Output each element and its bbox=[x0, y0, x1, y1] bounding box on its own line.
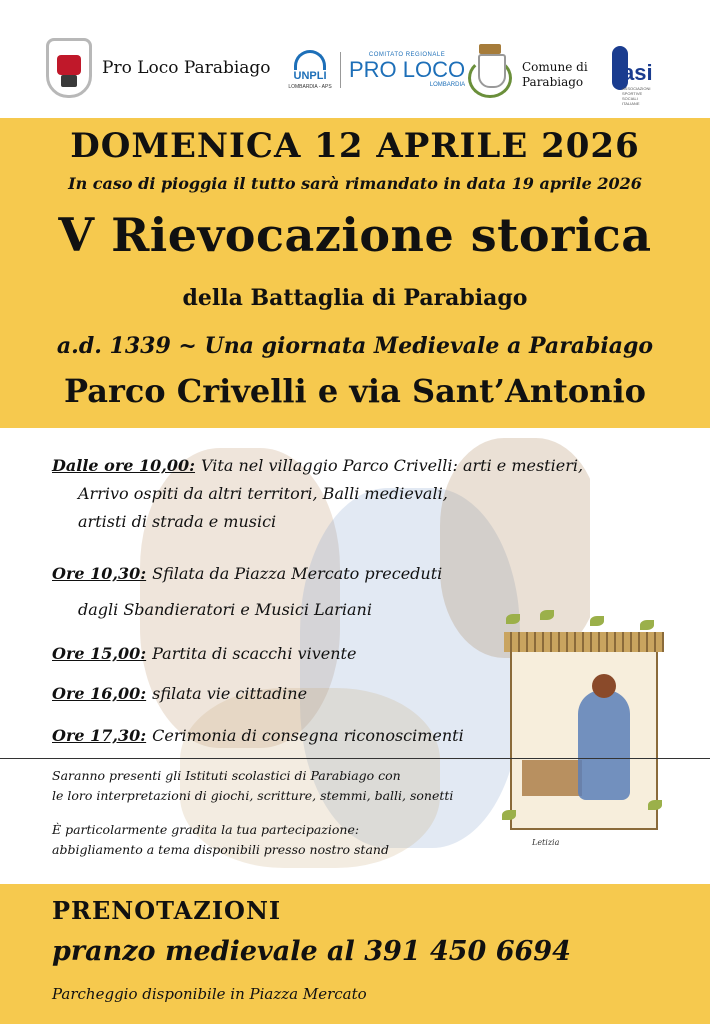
program-cont: dagli Sbandieratori e Musici Lariani bbox=[78, 600, 372, 619]
comune-name bbox=[522, 60, 588, 90]
program-text: Partita di scacchi vivente bbox=[152, 644, 357, 663]
proloco-small: COMITATO REGIONALE bbox=[368, 52, 446, 58]
booking-lunch-phone: pranzo medievale al 391 450 6694 bbox=[52, 936, 571, 967]
illustration-signature: Letizia bbox=[532, 838, 560, 847]
comune-crest-icon bbox=[466, 44, 514, 106]
program-time: Ore 16,00: bbox=[52, 684, 147, 703]
unpli-label: UNPLI bbox=[293, 70, 327, 82]
program-time: Ore 15,00: bbox=[52, 644, 147, 663]
program-text: Vita nel villaggio Parco Crivelli: arti e mestieri, bbox=[201, 456, 584, 475]
program-text: Cerimonia di consegna riconoscimenti bbox=[152, 726, 464, 745]
comune-line2: Parabiago bbox=[522, 75, 584, 89]
unpli-sub: LOMBARDIA - APS bbox=[288, 84, 332, 90]
comune-parabiago-logo bbox=[466, 44, 588, 106]
comune-line1: Comune di bbox=[522, 60, 588, 74]
unpli-icon bbox=[288, 48, 332, 92]
program-time: Ore 10,30: bbox=[52, 564, 147, 583]
parabiago-crest-icon bbox=[46, 38, 92, 98]
schools-note-line2: le loro interpretazioni di giochi, scritture, stemmi, balli, sonetti bbox=[52, 788, 454, 803]
program-cont: artisti di strada e musici bbox=[78, 512, 277, 531]
pro-loco-parabiago-logo bbox=[46, 38, 271, 98]
program-item bbox=[52, 564, 442, 583]
program-item bbox=[52, 644, 356, 663]
proloco-lombardia bbox=[340, 52, 465, 88]
event-date: DOMENICA 12 APRILE 2026 bbox=[70, 126, 640, 166]
participation-note-line1: È particolarmente gradita la tua partecipazione: bbox=[52, 822, 360, 837]
program-item bbox=[52, 456, 583, 475]
divider bbox=[0, 758, 710, 759]
parking-info: Parcheggio disponibile in Piazza Mercato bbox=[52, 985, 367, 1003]
event-subtitle: della Battaglia di Parabiago bbox=[182, 285, 528, 311]
program-cont: Arrivo ospiti da altri territori, Balli medievali, bbox=[78, 484, 448, 503]
pro-loco-name: Pro Loco Parabiago bbox=[102, 58, 271, 78]
proloco-big: PRO LOCO bbox=[349, 57, 466, 82]
event-subtitle-year: a.d. 1339 ~ Una giornata Medievale a Parabiago bbox=[56, 333, 654, 359]
asi-label: asi bbox=[622, 60, 653, 85]
logo-header bbox=[0, 0, 710, 118]
asi-sub: ASSOCIAZIONI SPORTIVE SOCIALI ITALIANE bbox=[622, 86, 651, 106]
booking-heading: PRENOTAZIONI bbox=[52, 896, 282, 925]
participation-note-line2: abbigliamento a tema disponibili presso nostro stand bbox=[52, 842, 389, 857]
program-time: Dalle ore 10,00: bbox=[52, 456, 196, 475]
unpli-proloco-lombardia-logo bbox=[288, 48, 465, 92]
program-item bbox=[52, 726, 464, 745]
event-venue: Parco Crivelli e via Sant’Antonio bbox=[64, 372, 646, 410]
program-item bbox=[52, 684, 307, 703]
program-text: Sfilata da Piazza Mercato preceduti bbox=[152, 564, 443, 583]
asi-logo bbox=[608, 42, 653, 106]
artisan-illustration bbox=[500, 610, 665, 860]
event-title: V Rievocazione storica bbox=[58, 208, 652, 262]
program-time: Ore 17,30: bbox=[52, 726, 147, 745]
schools-note-line1: Saranno presenti gli Istituti scolastici di Parabiago con bbox=[52, 768, 401, 783]
asi-icon bbox=[608, 42, 653, 106]
proloco-region: LOMBARDIA bbox=[429, 82, 466, 88]
rain-notice: In caso di pioggia il tutto sarà rimandato in data 19 aprile 2026 bbox=[68, 174, 642, 193]
program-text: sfilata vie cittadine bbox=[152, 684, 308, 703]
